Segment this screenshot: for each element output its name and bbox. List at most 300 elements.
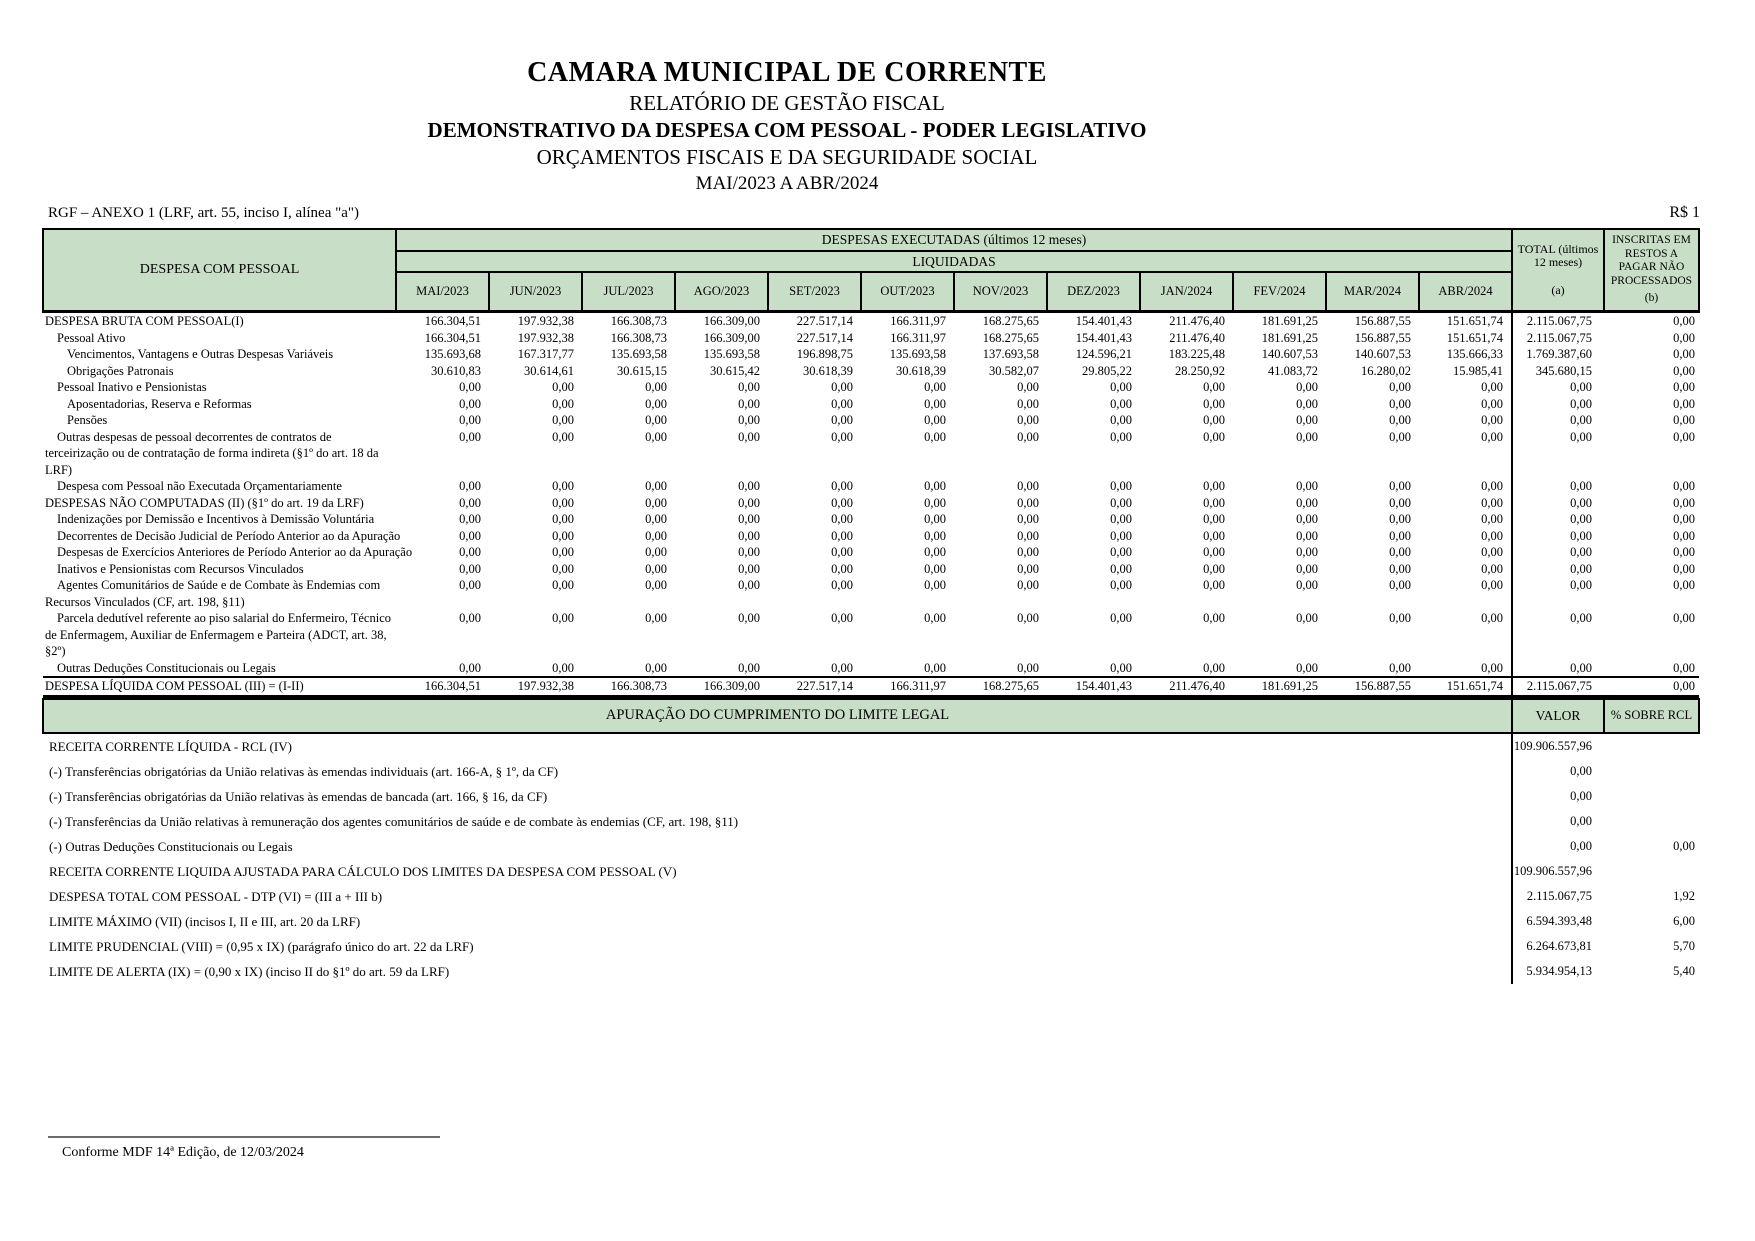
month-value-cell: 0,00 [459,429,481,444]
restos-value-cell: 0,00 [1673,611,1695,625]
month-value-cell: 0,00 [1481,561,1503,576]
month-value-cell: 181.691,25 [1261,314,1318,328]
period-title: MAI/2023 A ABR/2024 [695,173,879,194]
row-label: Decorrentes de Decisão Judicial de Período Anterior ao da Apuração [57,528,401,543]
restos-value-cell: 0,00 [1673,660,1695,675]
month-value-cell: 0,00 [1203,611,1225,625]
table-row [43,544,1699,561]
month-header: MAI/2023 [396,272,489,312]
apuracao-pct-cell: 0,00 [1673,838,1695,853]
month-value-cell: 0,00 [1389,545,1411,559]
month-value-cell: 137.693,58 [982,347,1039,361]
month-value-cell: 0,00 [1017,495,1039,510]
month-value-cell: 0,00 [1203,561,1225,576]
month-value-cell: 0,00 [831,561,853,576]
month-value-cell: 0,00 [1203,396,1225,411]
month-value-cell: 0,00 [1017,396,1039,411]
month-value-cell: 0,00 [924,528,946,543]
month-value-cell: 135.693,68 [424,347,481,361]
month-value-cell: 140.607,53 [1261,347,1318,361]
total-value-cell: 0,00 [1512,478,1604,495]
month-value-cell: 0,00 [552,495,574,510]
liquidadas-header: LIQUIDADAS [396,251,1512,272]
month-value-cell: 0,00 [738,660,760,675]
month-value-cell: 135.693,58 [610,347,667,361]
month-value-cell: 0,00 [924,396,946,411]
month-value-cell: 124.596,21 [1075,347,1132,361]
restos-value-cell: 0,00 [1673,528,1695,543]
month-value-cell: 15.985,41 [1453,363,1503,378]
month-value-cell: 0,00 [1481,429,1503,444]
month-value-cell: 196.898,75 [796,347,853,361]
row-label: Parcela dedutível referente ao piso salarial do Enfermeiro, Técnico de Enfermagem, Auxiliar de Enfermagem e Parteira (ADCT, art. 38, §2º) [45,611,391,658]
month-value-cell: 0,00 [645,561,667,576]
month-header: SET/2023 [768,272,861,312]
apuracao-row [43,934,1699,959]
apuracao-limite-table [42,698,1700,984]
month-value-cell: 0,00 [1389,413,1411,427]
apuracao-row [43,759,1699,784]
apuracao-row-label: (-) Outras Deduções Constitucionais ou Legais [49,838,293,854]
apuracao-pct-cell: 5,40 [1673,963,1695,978]
apuracao-row-label: (-) Transferências obrigatórias da União relativas às emendas individuais (art. 166-A, § 1º, da CF) [49,763,559,779]
month-value-cell: 0,00 [1017,528,1039,543]
month-value-cell: 0,00 [1389,396,1411,411]
month-value-cell: 0,00 [1110,611,1132,625]
month-value-cell: 0,00 [831,578,853,592]
month-value-cell: 0,00 [459,396,481,411]
month-value-cell: 0,00 [1017,561,1039,576]
total-value-cell: 0,00 [1512,561,1604,578]
month-header: DEZ/2023 [1047,272,1140,312]
apuracao-row-label: LIMITE DE ALERTA (IX) = (0,90 x IX) (inciso II do §1º do art. 59 da LRF) [49,963,450,979]
table-row [43,677,1699,696]
month-value-cell: 166.311,97 [890,314,946,328]
month-value-cell: 0,00 [924,413,946,427]
month-value-cell: 211.476,40 [1169,330,1225,345]
month-value-cell: 0,00 [552,611,574,625]
month-value-cell: 0,00 [1017,413,1039,427]
month-value-cell: 227.517,14 [796,330,853,345]
apuracao-row-label: (-) Transferências da União relativas à remuneração dos agentes comunitários de saúde e de combate às endemias (CF, art. 198, §11) [49,813,739,829]
total-value-cell: 2.115.067,75 [1512,312,1604,330]
month-value-cell: 0,00 [1481,512,1503,526]
total-value-cell: 0,00 [1512,412,1604,429]
month-value-cell: 0,00 [459,528,481,543]
month-value-cell: 0,00 [1296,495,1318,510]
month-header: OUT/2023 [861,272,954,312]
month-value-cell: 0,00 [1389,528,1411,543]
month-value-cell: 0,00 [738,545,760,559]
month-value-cell: 0,00 [831,479,853,493]
row-label: DESPESA LÍQUIDA COM PESSOAL (III) = (I-II) [43,677,396,696]
row-label: Pessoal Ativo [57,330,126,345]
month-value-cell: 0,00 [1389,512,1411,526]
month-value-cell: 30.615,15 [617,363,667,378]
total-value-cell: 1.769.387,60 [1512,346,1604,363]
restos-value-cell: 0,00 [1673,545,1695,559]
total-value-cell: 0,00 [1512,544,1604,561]
apuracao-valor-cell: 5.934.954,13 [1512,959,1604,984]
apuracao-row [43,809,1699,834]
month-value-cell: 0,00 [1481,396,1503,411]
table-row [43,528,1699,545]
apuracao-pct-cell: 5,70 [1673,938,1695,953]
month-value-cell: 0,00 [1110,479,1132,493]
month-value-cell: 166.309,00 [675,677,768,696]
restos-value-cell: 0,00 [1673,561,1695,576]
month-value-cell: 0,00 [552,660,574,675]
apuracao-pct-cell [1604,733,1699,759]
month-value-cell: 166.308,73 [582,677,675,696]
apuracao-row [43,959,1699,984]
month-value-cell: 0,00 [645,396,667,411]
table-row [43,379,1699,396]
apuracao-row [43,909,1699,934]
total-value-cell: 0,00 [1512,610,1604,660]
month-value-cell: 168.275,65 [982,330,1039,345]
total-value-cell: 0,00 [1512,379,1604,396]
month-value-cell: 0,00 [645,528,667,543]
month-value-cell: 156.887,55 [1326,677,1419,696]
month-value-cell: 0,00 [924,561,946,576]
report-title-block [42,55,1532,197]
apuracao-row-label: DESPESA TOTAL COM PESSOAL - DTP (VI) = (III a + III b) [49,888,383,904]
apuracao-valor-cell: 6.264.673,81 [1512,934,1604,959]
month-value-cell: 0,00 [1203,380,1225,394]
month-value-cell: 156.887,55 [1354,314,1411,328]
month-value-cell: 0,00 [1389,495,1411,510]
apuracao-valor-cell: 0,00 [1512,759,1604,784]
table-row [43,610,1699,660]
month-value-cell: 0,00 [552,413,574,427]
total-value-cell: 345.680,15 [1512,363,1604,380]
table-row [43,330,1699,347]
month-value-cell: 156.887,55 [1354,330,1411,345]
restos-value-cell: 0,00 [1673,396,1695,411]
executed-expenses-header: DESPESAS EXECUTADAS (últimos 12 meses) [396,229,1512,251]
month-value-cell: 0,00 [1296,545,1318,559]
month-value-cell: 0,00 [924,545,946,559]
restos-value-cell: 0,00 [1673,479,1695,493]
month-value-cell: 0,00 [1017,380,1039,394]
month-value-cell: 0,00 [459,413,481,427]
annex-label: RGF – ANEXO 1 (LRF, art. 55, inciso I, alínea "a") [48,205,360,221]
month-value-cell: 0,00 [459,561,481,576]
table-row [43,346,1699,363]
month-value-cell: 0,00 [1110,429,1132,444]
month-value-cell: 0,00 [1389,479,1411,493]
apuracao-pct-cell: 6,00 [1673,913,1695,928]
month-value-cell: 0,00 [924,660,946,675]
apuracao-valor-cell: 0,00 [1512,809,1604,834]
month-value-cell: 0,00 [1481,479,1503,493]
month-value-cell: 0,00 [831,413,853,427]
month-value-cell: 0,00 [1389,660,1411,675]
total-value-cell: 0,00 [1512,660,1604,678]
month-value-cell: 0,00 [552,380,574,394]
total-value-cell: 0,00 [1512,396,1604,413]
month-value-cell: 0,00 [738,429,760,444]
month-value-cell: 0,00 [552,528,574,543]
month-value-cell: 0,00 [645,429,667,444]
row-label: Aposentadorias, Reserva e Reformas [67,396,252,411]
month-value-cell: 0,00 [552,545,574,559]
month-header: NOV/2023 [954,272,1047,312]
header-row-group [43,229,1699,251]
total-value-cell: 0,00 [1512,495,1604,512]
month-value-cell: 0,00 [1203,429,1225,444]
month-value-cell: 0,00 [1481,528,1503,543]
month-value-cell: 0,00 [831,611,853,625]
month-value-cell: 0,00 [552,561,574,576]
month-value-cell: 0,00 [1017,479,1039,493]
month-value-cell: 0,00 [1110,512,1132,526]
table-row [43,478,1699,495]
table-row [43,495,1699,512]
total-value-cell: 0,00 [1512,528,1604,545]
table-row [43,396,1699,413]
month-value-cell: 166.311,97 [890,330,946,345]
month-header: MAR/2024 [1326,272,1419,312]
month-value-cell: 0,00 [924,512,946,526]
apuracao-row [43,859,1699,884]
budget-scope-title: ORÇAMENTOS FISCAIS E DA SEGURIDADE SOCIAL [536,145,1038,169]
month-value-cell: 30.618,39 [896,363,946,378]
month-value-cell: 0,00 [1389,561,1411,576]
month-value-cell: 0,00 [552,396,574,411]
row-label: Pensões [67,413,108,427]
month-value-cell: 0,00 [552,578,574,592]
month-value-cell: 0,00 [1389,611,1411,625]
month-value-cell: 0,00 [1017,545,1039,559]
month-value-cell: 167.317,77 [517,347,574,361]
month-value-cell: 166.304,51 [424,314,481,328]
month-value-cell: 0,00 [1017,660,1039,675]
month-value-cell: 0,00 [459,611,481,625]
month-header: ABR/2024 [1419,272,1512,312]
month-value-cell: 181.691,25 [1233,677,1326,696]
month-value-cell: 30.615,42 [710,363,760,378]
table-row [43,429,1699,479]
month-header: JUL/2023 [582,272,675,312]
month-value-cell: 0,00 [1110,660,1132,675]
month-value-cell: 41.083,72 [1268,363,1318,378]
row-label: Despesa com Pessoal não Executada Orçamentariamente [57,479,342,493]
month-value-cell: 227.517,14 [768,677,861,696]
month-value-cell: 0,00 [738,611,760,625]
month-value-cell: 0,00 [1296,660,1318,675]
month-value-cell: 0,00 [831,660,853,675]
total-value-cell: 0,00 [1512,577,1604,610]
month-value-cell: 151.651,74 [1446,330,1503,345]
restos-header-text: INSCRITAS EM RESTOS A PAGAR NÃO PROCESSADOS [1610,234,1693,287]
month-value-cell: 0,00 [1389,578,1411,592]
month-header: JAN/2024 [1140,272,1233,312]
month-value-cell: 0,00 [1481,380,1503,394]
currency-unit-note: R$ 1 [1669,204,1700,221]
month-value-cell: 0,00 [1296,512,1318,526]
month-value-cell: 0,00 [459,380,481,394]
month-value-cell: 0,00 [738,495,760,510]
apuracao-valor-cell: 0,00 [1512,834,1604,859]
month-value-cell: 0,00 [738,528,760,543]
month-value-cell: 0,00 [738,413,760,427]
apuracao-pct-cell [1604,759,1699,784]
restos-value-cell: 0,00 [1673,330,1695,345]
month-value-cell: 151.651,74 [1419,677,1512,696]
month-value-cell: 0,00 [1017,578,1039,592]
month-value-cell: 0,00 [645,380,667,394]
month-value-cell: 0,00 [1389,380,1411,394]
month-value-cell: 0,00 [831,396,853,411]
restos-value-cell: 0,00 [1673,314,1695,328]
month-value-cell: 0,00 [1481,660,1503,675]
restos-value-cell: 0,00 [1673,413,1695,427]
month-value-cell: 0,00 [831,429,853,444]
month-header: AGO/2023 [675,272,768,312]
month-value-cell: 0,00 [1296,479,1318,493]
month-value-cell: 30.614,61 [524,363,574,378]
restos-column-header [1604,229,1699,312]
month-value-cell: 0,00 [645,660,667,675]
month-value-cell: 140.607,53 [1354,347,1411,361]
month-header: FEV/2024 [1233,272,1326,312]
apuracao-title: APURAÇÃO DO CUMPRIMENTO DO LIMITE LEGAL [43,699,1512,733]
month-value-cell: 0,00 [1481,578,1503,592]
table-row [43,577,1699,610]
month-value-cell: 0,00 [1296,413,1318,427]
month-value-cell: 29.805,22 [1082,363,1132,378]
row-header-cell: DESPESA COM PESSOAL [43,229,396,312]
apuracao-valor-cell: 2.115.067,75 [1512,884,1604,909]
apuracao-valor-cell: 0,00 [1512,784,1604,809]
month-value-cell: 0,00 [645,545,667,559]
month-value-cell: 0,00 [738,396,760,411]
row-label: Outras despesas de pessoal decorrentes de contratos de terceirização ou de contratação de forma indireta (§1º do art. 18 da LRF) [45,429,379,477]
month-value-cell: 0,00 [1110,413,1132,427]
month-value-cell: 0,00 [924,429,946,444]
entity-title: CAMARA MUNICIPAL DE CORRENTE [527,57,1047,88]
month-value-cell: 154.401,43 [1075,330,1132,345]
month-value-cell: 0,00 [1481,495,1503,510]
total-header-sub: (a) [1551,282,1565,297]
apuracao-row-label: LIMITE MÁXIMO (VII) (incisos I, II e III, art. 20 da LRF) [49,913,361,929]
month-value-cell: 0,00 [831,528,853,543]
month-value-cell: 30.610,83 [431,363,481,378]
month-value-cell: 0,00 [1110,380,1132,394]
month-value-cell: 30.618,39 [803,363,853,378]
apuracao-row [43,784,1699,809]
month-value-cell: 0,00 [459,578,481,592]
total-header-text: TOTAL (últimos 12 meses) [1517,241,1599,270]
month-value-cell: 183.225,48 [1168,347,1225,361]
table-row [43,561,1699,578]
despesa-com-pessoal-table [42,228,1700,698]
month-value-cell: 197.932,38 [489,677,582,696]
month-value-cell: 0,00 [1110,561,1132,576]
month-value-cell: 197.932,38 [517,314,574,328]
restos-value-cell: 0,00 [1604,677,1699,696]
month-value-cell: 135.693,58 [889,347,946,361]
month-value-cell: 166.309,00 [703,330,760,345]
row-label: Outras Deduções Constitucionais ou Legais [57,660,276,675]
month-value-cell: 166.304,51 [424,330,481,345]
restos-value-cell: 0,00 [1673,380,1695,394]
apuracao-header-row [43,699,1699,733]
month-value-cell: 0,00 [1110,578,1132,592]
month-value-cell: 30.582,07 [989,363,1039,378]
month-value-cell: 135.666,33 [1446,347,1503,361]
pct-rcl-header: % SOBRE RCL [1604,699,1699,733]
month-value-cell: 166.311,97 [861,677,954,696]
month-value-cell: 0,00 [1203,495,1225,510]
apuracao-pct-cell [1604,859,1699,884]
month-value-cell: 0,00 [552,479,574,493]
apuracao-pct-cell: 1,92 [1673,888,1695,903]
row-label: Indenizações por Demissão e Incentivos à Demissão Voluntária [57,512,375,526]
apuracao-valor-cell: 109.906.557,96 [1512,733,1604,759]
month-value-cell: 0,00 [831,380,853,394]
month-value-cell: 0,00 [459,479,481,493]
row-label: Obrigações Patronais [67,363,174,378]
month-value-cell: 0,00 [645,495,667,510]
report-type-title: RELATÓRIO DE GESTÃO FISCAL [629,91,945,115]
month-value-cell: 166.308,73 [610,330,667,345]
month-value-cell: 0,00 [924,611,946,625]
month-value-cell: 0,00 [459,545,481,559]
month-value-cell: 166.304,51 [396,677,489,696]
month-value-cell: 0,00 [1203,528,1225,543]
apuracao-row-label: LIMITE PRUDENCIAL (VIII) = (0,95 x IX) (parágrafo único do art. 22 da LRF) [49,938,474,954]
apuracao-row-label: RECEITA CORRENTE LIQUIDA AJUSTADA PARA CÁLCULO DOS LIMITES DA DESPESA COM PESSOAL (V) [49,863,677,879]
month-value-cell: 0,00 [1110,528,1132,543]
apuracao-valor-cell: 6.594.393,48 [1512,909,1604,934]
month-value-cell: 227.517,14 [796,314,853,328]
month-value-cell: 0,00 [1296,380,1318,394]
month-value-cell: 211.476,40 [1169,314,1225,328]
restos-value-cell: 0,00 [1673,429,1695,444]
month-value-cell: 0,00 [645,611,667,625]
month-value-cell: 0,00 [645,578,667,592]
apuracao-row [43,733,1699,759]
month-value-cell: 0,00 [1017,611,1039,625]
month-value-cell: 0,00 [1203,545,1225,559]
restos-value-cell: 0,00 [1673,512,1695,526]
month-value-cell: 0,00 [552,512,574,526]
month-header: JUN/2023 [489,272,582,312]
total-value-cell: 0,00 [1512,429,1604,479]
row-label: Pessoal Inativo e Pensionistas [57,380,207,394]
table-row [43,660,1699,678]
apuracao-row [43,884,1699,909]
month-value-cell: 135.693,58 [703,347,760,361]
month-value-cell: 0,00 [1389,429,1411,444]
month-value-cell: 0,00 [1296,561,1318,576]
table-row [43,511,1699,528]
restos-value-cell: 0,00 [1673,347,1695,361]
month-value-cell: 166.308,73 [610,314,667,328]
row-label: Vencimentos, Vantagens e Outras Despesas Variáveis [67,347,334,361]
row-label: DESPESAS NÃO COMPUTADAS (II) (§1º do art. 19 da LRF) [45,495,364,510]
apuracao-row-label: RECEITA CORRENTE LÍQUIDA - RCL (IV) [49,738,292,754]
month-value-cell: 0,00 [1203,512,1225,526]
month-value-cell: 154.401,43 [1047,677,1140,696]
row-label: Inativos e Pensionistas com Recursos Vinculados [57,561,304,576]
restos-value-cell: 0,00 [1673,578,1695,592]
month-value-cell: 0,00 [738,512,760,526]
month-value-cell: 0,00 [924,578,946,592]
